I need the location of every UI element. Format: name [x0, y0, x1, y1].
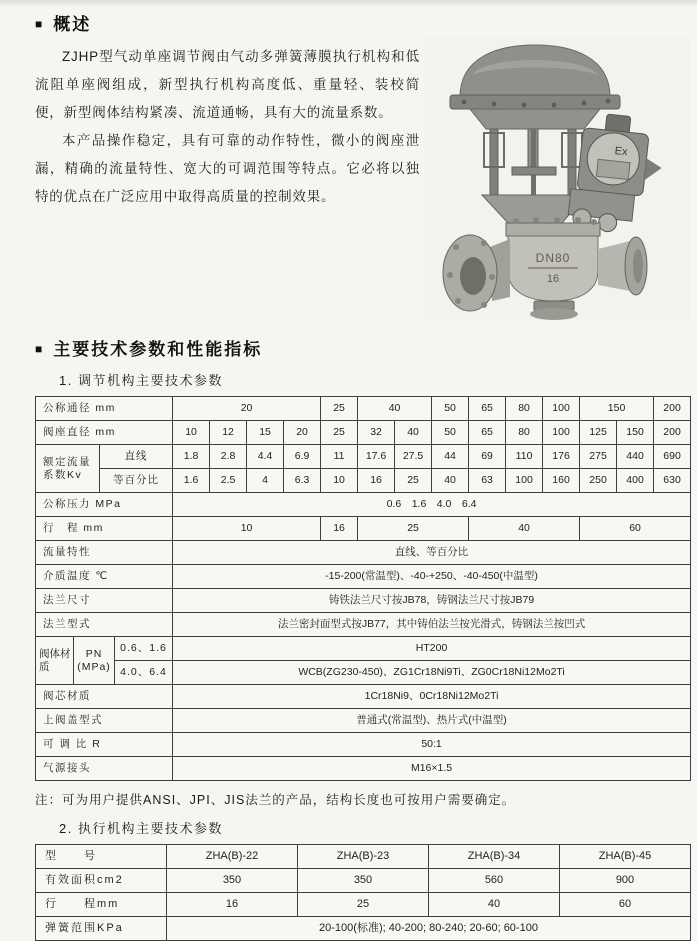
cell: 400 — [617, 469, 654, 493]
table-row-spring-range — [36, 917, 691, 941]
cell: 15 — [247, 421, 284, 445]
cell: 80 — [506, 397, 543, 421]
cell: 110 — [506, 445, 543, 469]
body-material-pn-low: 0.6、1.6 — [115, 637, 173, 661]
params-header — [35, 335, 690, 360]
square-bullet-icon: ■ — [35, 341, 45, 356]
cell: 25 — [321, 397, 358, 421]
cell: 6.3 — [284, 469, 321, 493]
valve-left-flange — [443, 235, 510, 311]
row-label-body-material: 阀体材质 — [36, 637, 74, 685]
cell: 250 — [580, 469, 617, 493]
cell: 0.6 1.6 4.0 6.4 — [173, 493, 691, 517]
cell: 40 — [395, 421, 432, 445]
row-label-flange-type: 法兰型式 — [36, 613, 173, 637]
table-row-body-material-high — [36, 661, 691, 685]
cell: 1.6 — [173, 469, 210, 493]
cell: 4 — [247, 469, 284, 493]
table2-caption: 2. 执行机构主要技术参数 — [59, 821, 223, 836]
valve-body-dn-marking: DN80 — [535, 251, 571, 265]
row-label-nominal-diameter: 公称通径 mm — [36, 397, 173, 421]
cell: 176 — [543, 445, 580, 469]
cell: -15-200(常温型)、-40-+250、-40-450(中温型) — [173, 565, 691, 589]
cell: 160 — [543, 469, 580, 493]
cell: 200 — [654, 397, 691, 421]
cell: 63 — [469, 469, 506, 493]
cell: 25 — [358, 517, 469, 541]
cell: 25 — [395, 469, 432, 493]
table-row-nominal-diameter — [36, 397, 691, 421]
table-row-kv-equal-percentage — [36, 469, 691, 493]
cell: 25 — [298, 893, 429, 917]
cell: 50:1 — [173, 733, 691, 757]
table1-caption: 1. 调节机构主要技术参数 — [59, 373, 223, 388]
cell: 6.9 — [284, 445, 321, 469]
cell: 11 — [321, 445, 358, 469]
table-row-air-connection — [36, 757, 691, 781]
positioner-ex-marking: Ex — [614, 145, 629, 159]
cell: 12 — [210, 421, 247, 445]
cell: ZHA(B)-22 — [167, 845, 298, 869]
row-label-effective-area: 有效面积cm2 — [36, 869, 167, 893]
table-row-medium-temperature — [36, 565, 691, 589]
cell: 40 — [432, 469, 469, 493]
cell: 560 — [429, 869, 560, 893]
table-row-stroke — [36, 517, 691, 541]
table-row-bonnet-type — [36, 709, 691, 733]
actuator-params-table — [35, 844, 691, 941]
cell: 440 — [617, 445, 654, 469]
cell: 2.8 — [210, 445, 247, 469]
cell: 60 — [560, 893, 691, 917]
overview-paragraph-1: ZJHP型气动单座调节阀由气动多弹簧薄膜执行机构和低流阻单座阀组成，新型执行机构高度低、重量轻、装校简便，新型阀体结构紧凑、流道通畅，具有大的流量系数。 — [35, 49, 420, 120]
cell: 100 — [506, 469, 543, 493]
body-material-pn-label: PN (MPa) — [74, 637, 115, 685]
body-material-pn-high: 4.0、6.4 — [115, 661, 173, 685]
cell: 80 — [506, 421, 543, 445]
cell: ZHA(B)-34 — [429, 845, 560, 869]
cell: 65 — [469, 397, 506, 421]
row-label-model: 型 号 — [36, 845, 167, 869]
cell: 100 — [543, 397, 580, 421]
cell: 900 — [560, 869, 691, 893]
cell: 10 — [173, 421, 210, 445]
table-row-body-material-low — [36, 637, 691, 661]
overview-paragraph-2: 本产品操作稳定，具有可靠的动作特性，微小的阀座泄漏，精确的流量特性、宽大的可调范围等特点。它必将以独特的优点在广泛应用中取得高质量的控制效果。 — [35, 132, 420, 204]
table-row-rangeability — [36, 733, 691, 757]
cell: 2.5 — [210, 469, 247, 493]
cell: 20 — [173, 397, 321, 421]
cell: 40 — [429, 893, 560, 917]
cell: 100 — [543, 421, 580, 445]
cell: 1.8 — [173, 445, 210, 469]
cell: 50 — [432, 421, 469, 445]
cell: 27.5 — [395, 445, 432, 469]
cell: 普通式(常温型)、热片式(中温型) — [173, 709, 691, 733]
cell: 65 — [469, 421, 506, 445]
cell: 16 — [321, 517, 358, 541]
cell: 125 — [580, 421, 617, 445]
table-row-flange-type — [36, 613, 691, 637]
cell: 法兰密封面型式按JB77，其中铸伯法兰按光滑式，铸钢法兰按凹式 — [173, 613, 691, 637]
cell: 50 — [432, 397, 469, 421]
actuator-dome — [450, 45, 620, 129]
cell: 直线、等百分比 — [173, 541, 691, 565]
cell: 4.4 — [247, 445, 284, 469]
row-label-seat-diameter: 阀座直径 mm — [36, 421, 173, 445]
square-bullet-icon: ■ — [35, 16, 45, 31]
cell: 25 — [321, 421, 358, 445]
row-label-flange-size: 法兰尺寸 — [36, 589, 173, 613]
table1-note: 注：可为用户提供ANSI、JPI、JIS法兰的产品，结构长度也可按用户需要确定。 — [35, 793, 516, 807]
cell: 40 — [469, 517, 580, 541]
table-row-flow-characteristic — [36, 541, 691, 565]
row-label-stroke: 行 程 mm — [36, 517, 173, 541]
valve-right-flange — [598, 237, 647, 295]
valve-body — [506, 217, 600, 301]
cell: 69 — [469, 445, 506, 469]
table-row-actuator-stroke — [36, 893, 691, 917]
table-row-seat-diameter — [36, 421, 691, 445]
row-label-bonnet-type: 上阀盖型式 — [36, 709, 173, 733]
row-label-kv: 额定流量系数Kv — [36, 445, 100, 493]
cell: ZHA(B)-23 — [298, 845, 429, 869]
cell: 铸铁法兰尺寸按JB78，铸钢法兰尺寸按JB79 — [173, 589, 691, 613]
cell: WCB(ZG230-450)、ZG1Cr18Ni9Ti、ZG0Cr18Ni12Mo2Ti — [173, 661, 691, 685]
cell: 20 — [284, 421, 321, 445]
cell: 16 — [358, 469, 395, 493]
cell: 690 — [654, 445, 691, 469]
row-label-spring-range: 弹簧范围KPa — [36, 917, 167, 941]
row-label-flow-characteristic: 流量特性 — [36, 541, 173, 565]
cell: M16×1.5 — [173, 757, 691, 781]
cell: 40 — [358, 397, 432, 421]
cell: 350 — [298, 869, 429, 893]
intro-block — [35, 43, 690, 323]
kv-linear-label: 直线 — [100, 445, 173, 469]
table-row-model — [36, 845, 691, 869]
cell: 350 — [167, 869, 298, 893]
row-label-actuator-stroke: 行 程mm — [36, 893, 167, 917]
params-title: 主要技术参数和性能指标 — [53, 340, 263, 359]
cell: 17.6 — [358, 445, 395, 469]
valve-photo-image — [424, 37, 690, 321]
row-label-trim-material: 阀芯材质 — [36, 685, 173, 709]
row-label-rangeability: 可 调 比 R — [36, 733, 173, 757]
cell: HT200 — [173, 637, 691, 661]
cell: 32 — [358, 421, 395, 445]
valve-body-pn-marking: 16 — [546, 273, 560, 285]
cell: 60 — [580, 517, 691, 541]
cell: 150 — [617, 421, 654, 445]
row-label-air-connection: 气源接头 — [36, 757, 173, 781]
table-row-nominal-pressure — [36, 493, 691, 517]
table-row-trim-material — [36, 685, 691, 709]
table-row-kv-linear — [36, 445, 691, 469]
kv-eq-label: 等百分比 — [100, 469, 173, 493]
cell: ZHA(B)-45 — [560, 845, 691, 869]
overview-header — [35, 10, 690, 35]
cell: 150 — [580, 397, 654, 421]
cell: 20-100(标准); 40-200; 80-240; 20-60; 60-100 — [167, 917, 691, 941]
cell: 630 — [654, 469, 691, 493]
table-row-flange-size — [36, 589, 691, 613]
cell: 275 — [580, 445, 617, 469]
cell: 1Cr18Ni9、0Cr18Ni12Mo2Ti — [173, 685, 691, 709]
cell: 10 — [173, 517, 321, 541]
valve-bottom-cap — [530, 301, 578, 320]
params-section — [35, 335, 690, 941]
cell: 10 — [321, 469, 358, 493]
cell: 44 — [432, 445, 469, 469]
overview-title: 概述 — [53, 15, 92, 34]
row-label-medium-temperature: 介质温度 ℃ — [36, 565, 173, 589]
cell: 200 — [654, 421, 691, 445]
row-label-nominal-pressure: 公称压力 MPa — [36, 493, 173, 517]
cell: 16 — [167, 893, 298, 917]
valve-photo — [424, 37, 690, 321]
valve-positioner — [567, 111, 667, 237]
regulator-params-table — [35, 396, 691, 781]
